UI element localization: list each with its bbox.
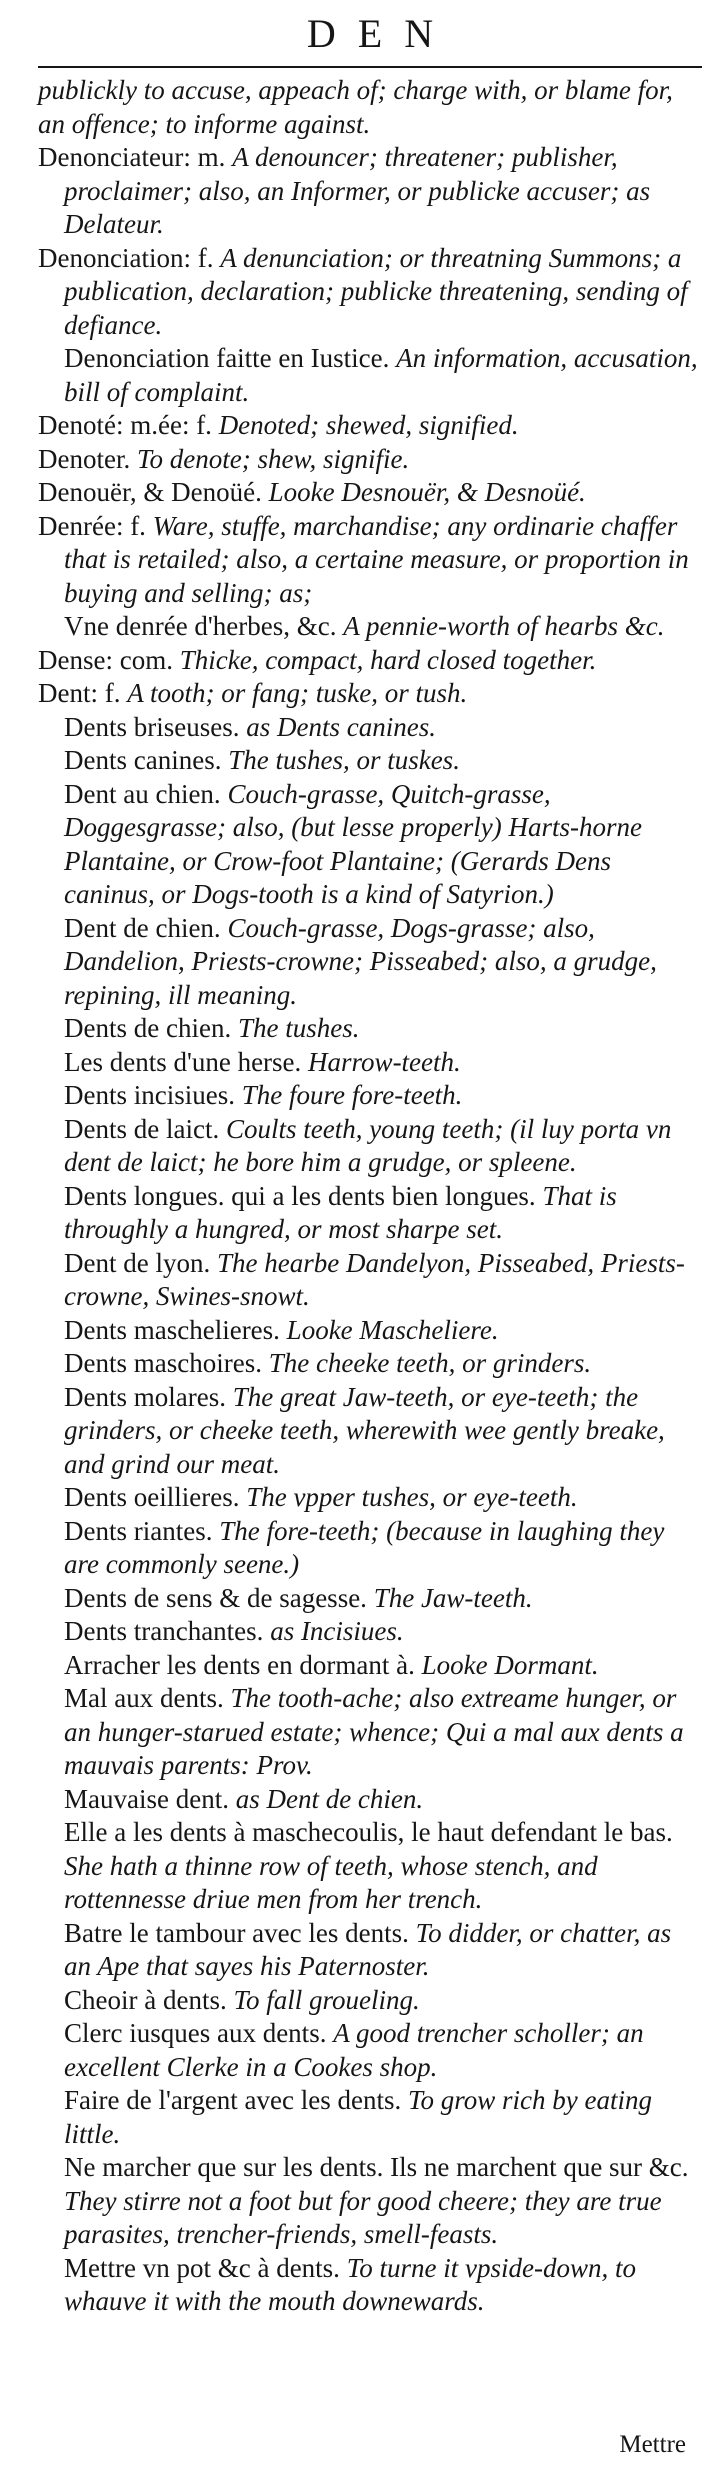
- entry-headword: Dent de lyon.: [64, 1247, 217, 1278]
- dictionary-entry: [64, 744, 702, 778]
- entry-definition: To denote; shew, signifie.: [136, 443, 410, 474]
- dictionary-entry: [64, 1012, 702, 1046]
- entry-headword: Dents canines.: [64, 745, 229, 775]
- entry-headword: Dent de chien.: [64, 912, 228, 943]
- dictionary-entry: [64, 1816, 702, 1917]
- entry-definition: The tushes.: [237, 1013, 360, 1043]
- entry-definition: A good trencher scholler; an excellent Clerke in a Cookes shop.: [64, 2018, 644, 2082]
- entry-headword: Denonciation faitte en Iustice.: [64, 343, 397, 373]
- dictionary-entry: [64, 711, 702, 745]
- dictionary-entry: [64, 1615, 702, 1649]
- entry-definition: A denouncer; threatener; publisher, proclaimer; also, an Informer, or publicke accuser; as Delateur.: [64, 142, 651, 239]
- entry-definition: Looke Dormant.: [421, 1649, 599, 1680]
- catchword: Mettre: [619, 2431, 686, 2458]
- entry-definition: The foure fore-teeth.: [241, 1080, 463, 1110]
- entry-headword: Dents de laict.: [64, 1113, 226, 1144]
- entry-headword: Denoter.: [38, 443, 137, 474]
- entry-definition: as Incisiues.: [270, 1616, 404, 1646]
- dictionary-entry: [64, 1046, 702, 1080]
- entry-definition: Denoted; shewed, signified.: [218, 410, 519, 440]
- entry-headword: Dents incisiues.: [64, 1080, 242, 1110]
- entry-definition: Looke Desnouër, & Desnoüé.: [268, 477, 586, 507]
- dictionary-entry: [38, 242, 702, 343]
- entry-headword: Dent: f.: [38, 678, 128, 708]
- entry-definition: Couch-grasse, Dogs-grasse; also, Dandelion, Priests-crowne; Pisseabed; also, a grudge, repining, ill meaning.: [64, 912, 657, 1010]
- entry-definition: A tooth; or fang; tuske, or tush.: [127, 678, 468, 708]
- entry-definition: The cheeke teeth, or grinders.: [268, 1348, 592, 1378]
- entry-list: [38, 74, 702, 2319]
- entry-headword: Dents de chien.: [64, 1013, 238, 1043]
- entry-headword: Arracher les dents en dormant à.: [64, 1649, 422, 1680]
- dictionary-entry: [64, 1682, 702, 1783]
- dictionary-entry: [64, 1783, 702, 1817]
- entry-definition: The fore-teeth; (because in laughing they are commonly seene.): [64, 1515, 665, 1579]
- entry-headword: Dents molares.: [64, 1381, 233, 1412]
- entry-headword: Les dents d'une herse.: [64, 1046, 309, 1077]
- entry-headword: Dents briseuses.: [64, 711, 247, 742]
- dictionary-entry: [38, 510, 702, 611]
- entry-definition: publickly to accuse, appeach of; charge with, or blame for, an offence; to informe against.: [38, 75, 673, 139]
- dictionary-entry: [64, 1247, 702, 1314]
- entry-definition: To fall groueling.: [233, 1984, 420, 2015]
- entry-headword: Dents longues. qui a les dents bien longues.: [64, 1180, 543, 1211]
- entry-headword: Faire de l'argent avec les dents.: [64, 2085, 408, 2115]
- entry-definition: To didder, or chatter, as an Ape that sayes his Paternoster.: [64, 1917, 672, 1981]
- entry-definition: The Jaw-teeth.: [373, 1582, 533, 1613]
- dictionary-entry: [64, 1917, 702, 1984]
- dictionary-entry: [64, 1314, 702, 1348]
- dictionary-entry: [64, 2017, 702, 2084]
- entry-headword: Clerc iusques aux dents.: [64, 2018, 334, 2048]
- entry-headword: Vne denrée d'herbes, &c.: [64, 611, 344, 641]
- entry-headword: Ne marcher que sur les dents. Ils ne marchent que sur &c.: [64, 2152, 689, 2182]
- entry-headword: Dents tranchantes.: [64, 1616, 271, 1646]
- entry-definition: The great Jaw-teeth, or eye-teeth; the grinders, or cheeke teeth, wherewith wee gently breake, and grind our meat.: [64, 1381, 665, 1479]
- entry-definition: Looke Mascheliere.: [286, 1314, 499, 1345]
- entry-definition: Harrow-teeth.: [308, 1046, 461, 1077]
- entry-definition: To turne it vpside-down, to whauve it with the mouth downewards.: [64, 2252, 636, 2316]
- entry-headword: Dense: com.: [38, 644, 180, 675]
- entry-headword: Mal aux dents.: [64, 1683, 231, 1713]
- entry-definition: Thicke, compact, hard closed together.: [179, 644, 597, 675]
- header-rule: [38, 66, 702, 68]
- dictionary-entry: [64, 1113, 702, 1180]
- dictionary-entry: [38, 476, 702, 510]
- entry-headword: Batre le tambour avec les dents.: [64, 1917, 416, 1948]
- dictionary-entry: [64, 1515, 702, 1582]
- entry-headword: Dents maschelieres.: [64, 1314, 287, 1345]
- entry-definition: as Dent de chien.: [235, 1783, 424, 1814]
- dictionary-entry: [38, 409, 702, 443]
- entry-definition: Coults teeth, young teeth; (il luy porta vn dent de laict; he bore him a grudge, or spleene.: [64, 1113, 672, 1177]
- entry-headword: Denrée: f.: [38, 510, 153, 541]
- dictionary-entry: [64, 1079, 702, 1113]
- entry-definition: The tushes, or tuskes.: [228, 745, 460, 775]
- entry-headword: Dents de sens & de sagesse.: [64, 1582, 374, 1613]
- dictionary-entry: [64, 2084, 702, 2151]
- entry-headword: Dent au chien.: [64, 778, 228, 809]
- dictionary-entry: [64, 1347, 702, 1381]
- entry-definition: To grow rich by eating little.: [64, 2085, 653, 2149]
- entry-headword: Dents oeillieres.: [64, 1482, 247, 1512]
- dictionary-entry: [64, 1381, 702, 1482]
- entry-headword: Mettre vn pot &c à dents.: [64, 2252, 347, 2283]
- dictionary-entry: [38, 677, 702, 711]
- dictionary-entry: [64, 1984, 702, 2018]
- dictionary-entry: [38, 443, 702, 477]
- entry-headword: Dents maschoires.: [64, 1348, 269, 1378]
- entry-definition: The hearbe Dandelyon, Pisseabed, Priests-crowne, Swines-snowt.: [64, 1247, 685, 1311]
- entry-definition: Ware, stuffe, marchandise; any ordinarie chaffer that is retailed; also, a certaine measure, or proportion in buying and selling; as;: [64, 510, 689, 608]
- running-head: DEN: [306, 11, 456, 56]
- entry-headword: Denonciation: f.: [38, 242, 221, 273]
- entry-headword: Denoté: m.ée: f.: [38, 410, 219, 440]
- dictionary-entry: [64, 1582, 702, 1616]
- entry-definition: An information, accusation, bill of complaint.: [64, 343, 698, 407]
- entry-headword: Denonciateur: m.: [38, 142, 233, 172]
- entry-definition: That is throughly a hungred, or most sharpe set.: [64, 1180, 617, 1244]
- entry-headword: Denouër, & Denoüé.: [38, 477, 269, 507]
- dictionary-entry: [64, 1481, 702, 1515]
- entry-headword: Dents riantes.: [64, 1515, 220, 1546]
- entry-definition: A pennie-worth of hearbs &c.: [343, 611, 665, 641]
- dictionary-entry: [38, 644, 702, 678]
- page-header: [38, 0, 702, 54]
- dictionary-entry: [64, 342, 702, 409]
- entry-headword: Elle a les dents à maschecoulis, le haut defendant le bas.: [64, 1817, 673, 1847]
- entry-definition: A denunciation; or threatning Summons; a publication, declaration; publicke threatening, sending of defiance.: [64, 242, 688, 340]
- dictionary-entry: [38, 74, 702, 141]
- dictionary-entry: [64, 610, 702, 644]
- dictionary-entry: [64, 1649, 702, 1683]
- entry-definition: She hath a thinne row of teeth, whose stench, and rottennesse driue men from her trench.: [64, 1850, 598, 1914]
- dictionary-entry: [64, 2151, 702, 2252]
- dictionary-entry: [64, 912, 702, 1013]
- entry-headword: Cheoir à dents.: [64, 1984, 234, 2015]
- dictionary-entry: [64, 778, 702, 912]
- entry-definition: as Dents canines.: [246, 711, 436, 742]
- dictionary-entry: [64, 2252, 702, 2319]
- entry-definition: The vpper tushes, or eye-teeth.: [246, 1482, 578, 1512]
- entry-definition: They stirre not a foot but for good cheere; they are true parasites, trencher-friends, smell-feasts.: [64, 2185, 662, 2249]
- dictionary-entry: [38, 141, 702, 242]
- entry-definition: Couch-grasse, Quitch-grasse, Doggesgrasse; also, (but lesse properly) Harts-horne Plantaine, or Crow-foot Plantaine; (Gerards Dens caninus, or Dogs-tooth is a kind of Satyrion.): [64, 778, 642, 909]
- entry-headword: Mauvaise dent.: [64, 1783, 236, 1814]
- entry-definition: The tooth-ache; also extreame hunger, or an hunger-starued estate; whence; Qui a mal aux dents a mauvais parents: Prov.: [64, 1683, 684, 1780]
- dictionary-entry: [64, 1180, 702, 1247]
